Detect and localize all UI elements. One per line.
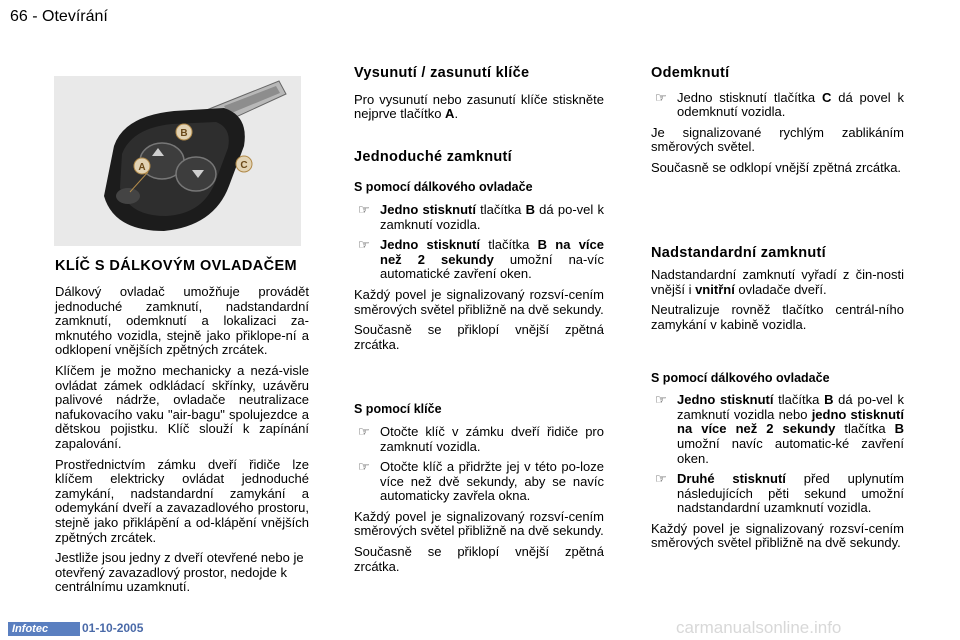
bullet-item: ☞ Jedno stisknutí tlačítka B na více než 2 sekundy umožní na-víc automatické zavření oken. (354, 238, 604, 282)
watermark: carmanualsonline.info (676, 618, 842, 637)
key-label-c: C (240, 160, 248, 171)
pointing-hand-icon: ☞ (358, 423, 370, 439)
section-title-unlock: Odemknutí (651, 65, 730, 81)
paragraph: Nadstandardní zamknutí vyřadí z čin-nosti vnější i vnitřní ovladače dveří. (651, 267, 904, 297)
subheading-remote: S pomocí dálkového ovladače (651, 370, 830, 385)
key-label-b: B (180, 128, 188, 139)
key-section-title: KLÍČ S DÁLKOVÝM OVLADAČEM (55, 258, 297, 274)
infotec-logo: Infotec (8, 622, 80, 636)
pointing-hand-icon: ☞ (655, 392, 667, 408)
key-image (54, 76, 301, 246)
bullet-item: ☞ Druhé stisknutí před uplynutím následujících pěti sekund umožní nadstandardní uzamknutí vozidla. (651, 472, 904, 516)
paragraph: Každý povel je signalizovaný rozsví-cením směrových světel přibližně na dvě sekundy. (354, 286, 604, 317)
bullet-item: ☞ Jedno stisknutí tlačítka B dá po-vel k zamknutí vozidla nebo jedno stisknutí na více než 2 sekundy tlačítka B umožní navíc automatic-ké zavření oken. (651, 393, 904, 466)
subheading-remote: S pomocí dálkového ovladače (354, 180, 533, 195)
subheading-key: S pomocí klíče (354, 402, 442, 417)
section-title: Otevírání (42, 8, 108, 25)
paragraph: Současně se přiklopí vnější zpětná zrcátka. (354, 322, 604, 352)
paragraph: Každý povel je signalizovaný rozsví-cením směrových světel přibližně na dvě sekundy. (354, 508, 604, 539)
paragraph: Dálkový ovladač umožňuje provádět jednoduché zamknutí, nadstandardní zamknutí, odemknutí a lokalizaci za-mknutého vozidla, stejně jako přiklope-ní a odklopení vnějších zpětných zrcátek. (55, 284, 309, 358)
bullet-item: ☞ Jedno stisknutí tlačítka C dá povel k odemknutí vozidla. (651, 91, 904, 120)
page-number: 66 (10, 8, 28, 25)
column-right (651, 66, 904, 557)
bullet-item: ☞ Otočte klíč v zámku dveří řidiče pro zamknutí vozidla. (354, 425, 604, 454)
pointing-hand-icon: ☞ (655, 89, 667, 105)
footer-date: 01-10-2005 (82, 621, 144, 635)
bullet-item: ☞ Jedno stisknutí tlačítka B dá po-vel k zamknutí vozidla. (354, 203, 604, 232)
paragraph: Je signalizované rychlým zablikáním směrových světel. (651, 124, 904, 155)
section-title-deadlock: Nadstandardní zamknutí (651, 244, 826, 261)
paragraph: Každý povel je signalizovaný rozsví-cením směrových světel přibližně na dvě sekundy. (651, 520, 904, 551)
section-title-unfold-key: Vysunutí / zasunutí klíče (354, 65, 530, 81)
paragraph: Prostřednictvím zámku dveří řidiče lze klíčem elektricky ovládat jednoduché zamykání, nadstandardní zamykání a odemykání dveří a zavazadlového prostoru, stejně jako přiklápění a od-klápění vnějších zpětných zrcátek. (55, 456, 309, 545)
paragraph: Klíčem je možno mechanicky a nezá-visle ovládat zámek odkládací skřínky, uzávěru palivové nádrže, ovladače neutralizace nafukovacího vaku "air-bagu" spolujezdce a dětskou pojistku. Klíč slouží k zapínání zapalování. (55, 362, 309, 451)
paragraph: Současně se odklopí vnější zpětná zrcátka. (651, 159, 902, 175)
paragraph: Neutralizuje rovněž tlačítko centrál-ního zamykání v kabině vozidla. (651, 302, 904, 332)
pointing-hand-icon: ☞ (655, 471, 667, 487)
pointing-hand-icon: ☞ (358, 237, 370, 253)
pointing-hand-icon: ☞ (358, 201, 370, 217)
column-left (55, 258, 309, 601)
remote-key-illustration (54, 76, 301, 246)
pointing-hand-icon: ☞ (358, 459, 370, 475)
section-title-simple-lock: Jednoduché zamknutí (354, 148, 512, 165)
key-label-a: A (138, 162, 146, 173)
header-dash: - (32, 8, 38, 25)
paragraph: Jestliže jsou jedny z dveří otevřené nebo je otevřený zavazadlový prostor, nedojde k centrálnímu uzamknutí. (55, 550, 304, 595)
bullet-item: ☞ Otočte klíč a přidržte jej v této po-loze více než dvě sekundy, aby se navíc automaticky zavřela okna. (354, 460, 604, 504)
paragraph: Pro vysunutí nebo zasunutí klíče stiskněte nejprve tlačítko A. (354, 91, 604, 122)
column-middle (354, 66, 604, 580)
paragraph: Současně se přiklopí vnější zpětná zrcátka. (354, 544, 604, 574)
page-header (10, 8, 108, 26)
